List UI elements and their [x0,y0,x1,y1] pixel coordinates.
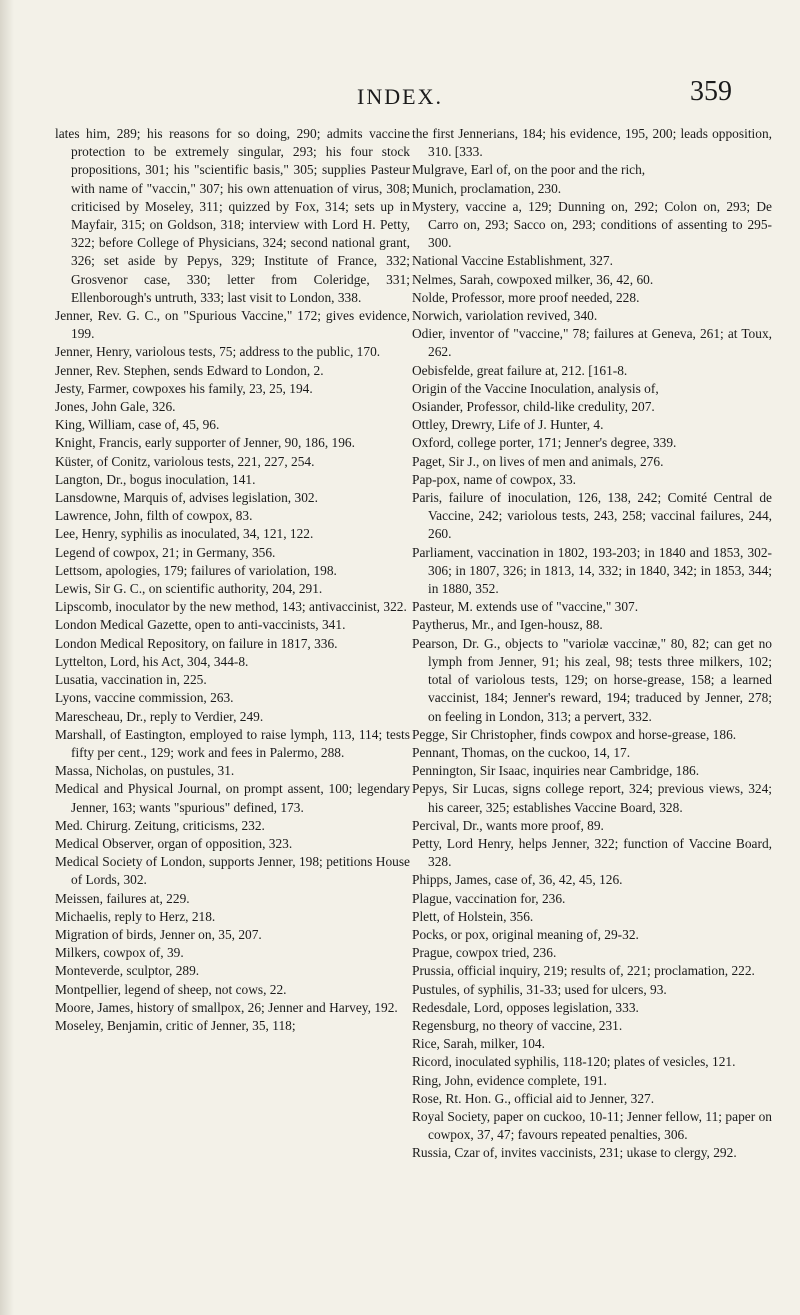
index-entry: Ricord, inoculated syphilis, 118-120; plates of vesicles, 121. [412,1054,736,1070]
index-entry: London Medical Repository, on failure in 1817, 336. [55,635,338,651]
index-entry: Lewis, Sir G. C., on scientific authority, 204, 291. [55,581,323,597]
index-entry: Regensburg, no theory of vaccine, 231. [412,1017,623,1033]
index-entry: Michaelis, reply to Herz, 218. [55,908,216,924]
index-entry: Lee, Henry, syphilis as inoculated, 34, 121, 122. [55,526,314,542]
index-column-right [412,125,772,1163]
index-entry: Nolde, Professor, more proof needed, 228. [412,289,640,305]
index-entry: Oebisfelde, great failure at, 212. [161-8. [412,362,628,378]
index-entry: Legend of cowpox, 21; in Germany, 356. [55,544,276,560]
index-entry: Marescheau, Dr., reply to Verdier, 249. [55,708,264,724]
index-entry: Norwich, variolation revived, 340. [412,308,598,324]
index-entry: Montpellier, legend of sheep, not cows, 22. [55,981,287,997]
index-entry: Küster, of Conitz, variolous tests, 221, 227, 254. [55,453,315,469]
index-entry: Massa, Nicholas, on pustules, 31. [55,763,235,779]
index-entry: Nelmes, Sarah, cowpoxed milker, 36, 42, 60. [412,271,654,287]
index-entry: Origin of the Vaccine Inoculation, analysis of, [412,380,659,396]
index-entry: Munich, proclamation, 230. [412,180,562,196]
index-entry: Oxford, college porter, 171; Jenner's degree, 339. [412,435,677,451]
index-entry: Royal Society, paper on cuckoo, 10-11; Jenner fellow, 11; paper on cowpox, 37, 47; favours repeated penalties, 306. [412,1108,772,1143]
index-entry: Pearson, Dr. G., objects to "variolæ vaccinæ," 80, 82; can get no lymph from Jenner, 91; his zeal, 98; tests three milkers, 102; total of variolous tests, 129; on horse-grease, 158; a learned vaccinist, 184; Jenner's reward, 194; traduced by Jenner, 278; on feeling in London, 313; a pervert, 332. [412,635,772,724]
index-entry: Lettsom, apologies, 179; failures of variolation, 198. [55,562,337,578]
index-entry: Jenner, Rev. G. C., on "Spurious Vaccine," 172; gives evidence, 199. [55,308,410,342]
index-entry: Lansdowne, Marquis of, advises legislation, 302. [55,490,318,506]
index-entry: Plett, of Holstein, 356. [412,908,534,924]
index-entry: King, William, case of, 45, 96. [55,417,220,433]
index-entry: Rose, Rt. Hon. G., official aid to Jenner, 327. [412,1090,655,1106]
index-entry: Med. Chirurg. Zeitung, criticisms, 232. [55,817,265,833]
index-entry: Medical Society of London, supports Jenner, 198; petitions House of Lords, 302. [55,854,410,888]
index-entry: Monteverde, sculptor, 289. [55,963,200,979]
index-entry: Knight, Francis, early supporter of Jenner, 90, 186, 196. [55,435,355,451]
index-entry: the first Jennerians, 184; his evidence, 195, 200; leads opposition, 310. [333. [412,126,772,160]
index-entry: Russia, Czar of, invites vaccinists, 231; ukase to clergy, 292. [412,1145,737,1161]
index-entry: London Medical Gazette, open to anti-vaccinists, 341. [55,617,346,633]
index-entry: Lipscomb, inoculator by the new method, 143; antivaccinist, 322. [55,599,407,615]
index-entry: Percival, Dr., wants more proof, 89. [412,817,604,833]
index-entry: Ottley, Drewry, Life of J. Hunter, 4. [412,417,604,433]
index-entry: Lawrence, John, filth of cowpox, 83. [55,508,253,524]
index-entry: Lyons, vaccine commission, 263. [55,690,234,706]
index-entry: Moseley, Benjamin, critic of Jenner, 35, 118; [55,1017,296,1033]
index-entry: National Vaccine Establishment, 327. [412,253,613,269]
index-entry: Prussia, official inquiry, 219; results of, 221; proclamation, 222. [412,963,755,979]
index-entry: Pocks, or pox, original meaning of, 29-32. [412,926,639,942]
index-entry: Parliament, vaccination in 1802, 193-203; in 1840 and 1853, 302-306; in 1807, 326; in 1813, 14, 332; in 1840, 342; in 1853, 344; in 1880, 352. [412,544,772,597]
index-entry: Paget, Sir J., on lives of men and animals, 276. [412,453,664,469]
index-entry: Jones, John Gale, 326. [55,399,176,415]
index-entry: Jenner, Henry, variolous tests, 75; address to the public, 170. [55,344,381,360]
index-entry: Paris, failure of inoculation, 126, 138, 242; Comité Central de Vaccine, 242; variolous tests, 243, 258; vaccinal failures, 244, 260. [412,490,772,542]
index-entry: Pegge, Sir Christopher, finds cowpox and horse-grease, 186. [412,726,737,742]
index-entry: Pennant, Thomas, on the cuckoo, 14, 17. [412,744,631,760]
index-entry: Meissen, failures at, 229. [55,890,190,906]
index-entry: Odier, inventor of "vaccine," 78; failures at Geneva, 261; at Toux, 262. [412,326,772,360]
index-entry: Medical and Physical Journal, on prompt assent, 100; legendary Jenner, 163; wants "spurious" defined, 173. [55,781,410,815]
index-entry: Moore, James, history of smallpox, 26; Jenner and Harvey, 192. [55,999,398,1015]
index-entry: Mulgrave, Earl of, on the poor and the rich, [412,162,646,178]
index-entry: Pap-pox, name of cowpox, 33. [412,471,577,487]
page-edge-shadow [0,0,14,1315]
page-number: 359 [690,76,732,107]
index-entry: Lyttelton, Lord, his Act, 304, 344-8. [55,653,249,669]
index-entry: Prague, cowpox tried, 236. [412,945,557,961]
index-entry: Lusatia, vaccination in, 225. [55,672,207,688]
index-entry: Pennington, Sir Isaac, inquiries near Cambridge, 186. [412,763,700,779]
index-entry: lates him, 289; his reasons for so doing, 290; admits vaccine protection to be extremely singular, 293; his four stock propositions, 301; his "scientific basis," 305; supplies Pasteur with name of "vaccin," 307; his own attenuation of virus, 308; criticised by Moseley, 311; quizzed by Fox, 314; sets up in Mayfair, 315; on Goldson, 318; interview with Lord H. Petty, 322; before College of Physicians, 324; second national grant, 326; set aside by Pepys, 329; Institute of France, 332; Grosvenor case, 330; letter from Coleridge, 331; Ellenborough's untruth, 333; last visit to London, 338. [55,126,410,305]
index-entry: Mystery, vaccine a, 129; Dunning on, 292; Colon on, 293; De Carro on, 293; Sacco on, 293; conditions of assenting to 295-300. [412,198,772,251]
index-entry: Paytherus, Mr., and Igen-housz, 88. [412,617,603,633]
index-entry: Jesty, Farmer, cowpoxes his family, 23, 25, 194. [55,380,313,396]
index-entry: Langton, Dr., bogus inoculation, 141. [55,471,256,487]
index-entry: Pasteur, M. extends use of "vaccine," 307. [412,599,639,615]
index-entry: Jenner, Rev. Stephen, sends Edward to London, 2. [55,362,324,378]
running-head: INDEX. [357,84,443,109]
index-entry: Ring, John, evidence complete, 191. [412,1072,607,1088]
index-entry: Medical Observer, organ of opposition, 323. [55,835,293,851]
index-entry: Plague, vaccination for, 236. [412,890,566,906]
index-entry: Marshall, of Eastington, employed to raise lymph, 113, 114; tests fifty per cent., 129; work and fees in Palermo, 288. [55,726,410,760]
index-column-left [55,125,410,1035]
index-entry: Pustules, of syphilis, 31-33; used for ulcers, 93. [412,981,667,997]
index-entry: Milkers, cowpox of, 39. [55,945,184,961]
index-entry: Rice, Sarah, milker, 104. [412,1036,545,1052]
index-entry: Phipps, James, case of, 36, 42, 45, 126. [412,872,623,888]
index-entry: Redesdale, Lord, opposes legislation, 333. [412,999,639,1015]
index-entry: Migration of birds, Jenner on, 35, 207. [55,926,262,942]
index-entry: Osiander, Professor, child-like credulity, 207. [412,399,655,415]
index-entry: Petty, Lord Henry, helps Jenner, 322; function of Vaccine Board, 328. [412,835,772,870]
index-entry: Pepys, Sir Lucas, signs college report, 324; previous views, 324; his career, 325; establishes Vaccine Board, 328. [412,781,772,815]
